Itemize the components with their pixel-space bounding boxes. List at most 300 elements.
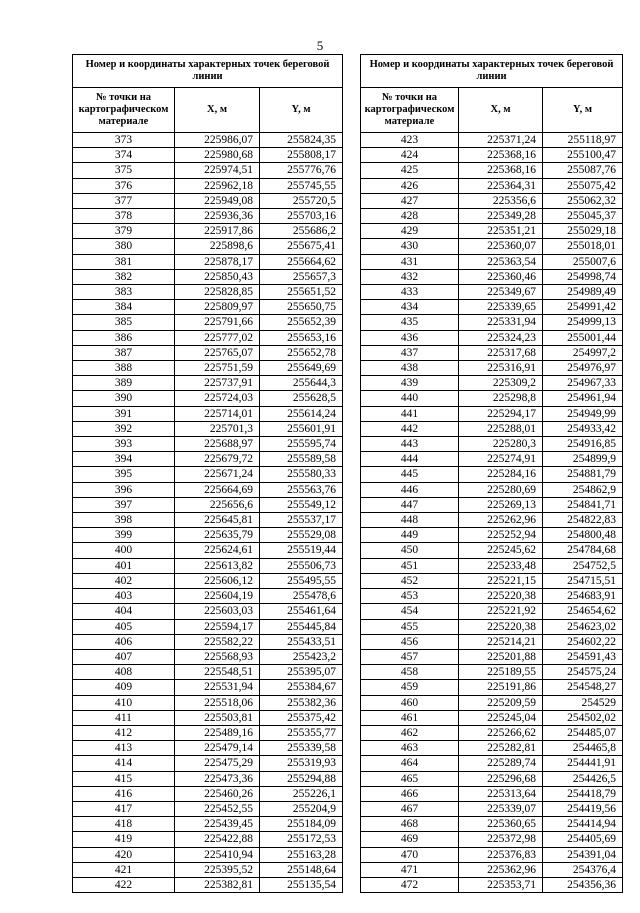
table-row bbox=[361, 178, 623, 193]
table-row bbox=[73, 573, 343, 588]
point-number-cell: 423 bbox=[361, 133, 459, 148]
y-coordinate-cell: 254485,07 bbox=[543, 725, 623, 740]
y-coordinate-cell: 254502,02 bbox=[543, 710, 623, 725]
x-coordinate-cell: 225364,31 bbox=[459, 178, 543, 193]
x-coordinate-cell: 225489,16 bbox=[175, 725, 260, 740]
x-coordinate-cell: 225791,66 bbox=[175, 315, 260, 330]
x-coordinate-cell: 225324,23 bbox=[459, 330, 543, 345]
y-coordinate-cell: 255495,55 bbox=[260, 573, 343, 588]
point-number-cell: 402 bbox=[73, 573, 175, 588]
y-coordinate-cell: 255650,75 bbox=[260, 300, 343, 315]
y-coordinate-cell: 254591,43 bbox=[543, 649, 623, 664]
table-row bbox=[361, 345, 623, 360]
point-number-cell: 406 bbox=[73, 634, 175, 649]
x-coordinate-cell: 225664,69 bbox=[175, 482, 260, 497]
table-row bbox=[361, 634, 623, 649]
point-number-cell: 382 bbox=[73, 269, 175, 284]
table-row bbox=[73, 406, 343, 421]
y-coordinate-cell: 254356,36 bbox=[543, 877, 623, 892]
x-coordinate-cell: 225604,19 bbox=[175, 589, 260, 604]
y-coordinate-cell: 254391,04 bbox=[543, 847, 623, 862]
y-coordinate-cell: 254822,83 bbox=[543, 513, 623, 528]
x-coordinate-cell: 225645,81 bbox=[175, 513, 260, 528]
point-number-cell: 460 bbox=[361, 695, 459, 710]
x-coordinate-cell: 225362,96 bbox=[459, 862, 543, 877]
point-number-cell: 421 bbox=[73, 862, 175, 877]
y-coordinate-cell: 255172,53 bbox=[260, 832, 343, 847]
point-number-cell: 430 bbox=[361, 239, 459, 254]
x-coordinate-cell: 225594,17 bbox=[175, 619, 260, 634]
x-coordinate-cell: 225280,69 bbox=[459, 482, 543, 497]
y-coordinate-cell: 254899,9 bbox=[543, 452, 623, 467]
table-row bbox=[73, 619, 343, 634]
x-coordinate-cell: 225282,81 bbox=[459, 741, 543, 756]
x-coordinate-cell: 225298,8 bbox=[459, 391, 543, 406]
y-coordinate-cell: 254881,79 bbox=[543, 467, 623, 482]
point-number-cell: 417 bbox=[73, 801, 175, 816]
y-coordinate-cell: 254575,24 bbox=[543, 665, 623, 680]
y-coordinate-cell: 255461,64 bbox=[260, 604, 343, 619]
x-coordinate-cell: 225986,07 bbox=[175, 133, 260, 148]
point-number-cell: 377 bbox=[73, 193, 175, 208]
table-row bbox=[73, 649, 343, 664]
y-coordinate-cell: 254967,33 bbox=[543, 376, 623, 391]
x-coordinate-cell: 225262,96 bbox=[459, 513, 543, 528]
y-coordinate-cell: 254999,13 bbox=[543, 315, 623, 330]
table-row bbox=[361, 254, 623, 269]
y-coordinate-cell: 254376,4 bbox=[543, 862, 623, 877]
y-coordinate-cell: 255745,55 bbox=[260, 178, 343, 193]
table-row bbox=[361, 589, 623, 604]
point-number-cell: 455 bbox=[361, 619, 459, 634]
point-number-cell: 390 bbox=[73, 391, 175, 406]
point-number-cell: 466 bbox=[361, 786, 459, 801]
y-coordinate-cell: 255294,88 bbox=[260, 771, 343, 786]
y-coordinate-cell: 254548,27 bbox=[543, 680, 623, 695]
x-coordinate-cell: 225360,46 bbox=[459, 269, 543, 284]
point-number-cell: 452 bbox=[361, 573, 459, 588]
table-row bbox=[361, 756, 623, 771]
table-row bbox=[361, 300, 623, 315]
column-header-y: Y, м bbox=[260, 88, 343, 133]
table-row bbox=[73, 847, 343, 862]
point-number-cell: 388 bbox=[73, 361, 175, 376]
x-coordinate-cell: 225356,6 bbox=[459, 193, 543, 208]
x-coordinate-cell: 225331,94 bbox=[459, 315, 543, 330]
table-row bbox=[73, 725, 343, 740]
point-number-cell: 383 bbox=[73, 285, 175, 300]
table-row bbox=[73, 877, 343, 892]
y-coordinate-cell: 255519,44 bbox=[260, 543, 343, 558]
table-row bbox=[361, 604, 623, 619]
x-coordinate-cell: 225714,01 bbox=[175, 406, 260, 421]
y-coordinate-cell: 255339,58 bbox=[260, 741, 343, 756]
y-coordinate-cell: 255720,5 bbox=[260, 193, 343, 208]
point-number-cell: 391 bbox=[73, 406, 175, 421]
x-coordinate-cell: 225214,21 bbox=[459, 634, 543, 649]
point-number-cell: 381 bbox=[73, 254, 175, 269]
point-number-cell: 431 bbox=[361, 254, 459, 269]
x-coordinate-cell: 225266,62 bbox=[459, 725, 543, 740]
point-number-cell: 443 bbox=[361, 437, 459, 452]
table-row bbox=[73, 528, 343, 543]
x-coordinate-cell: 225317,68 bbox=[459, 345, 543, 360]
point-number-cell: 428 bbox=[361, 209, 459, 224]
point-number-cell: 405 bbox=[73, 619, 175, 634]
point-number-cell: 461 bbox=[361, 710, 459, 725]
table-row bbox=[73, 376, 343, 391]
y-coordinate-cell: 255184,09 bbox=[260, 817, 343, 832]
x-coordinate-cell: 225422,88 bbox=[175, 832, 260, 847]
x-coordinate-cell: 225220,38 bbox=[459, 619, 543, 634]
y-coordinate-cell: 254949,99 bbox=[543, 406, 623, 421]
y-coordinate-cell: 255478,6 bbox=[260, 589, 343, 604]
y-coordinate-cell: 254465,8 bbox=[543, 741, 623, 756]
x-coordinate-cell: 225221,92 bbox=[459, 604, 543, 619]
point-number-cell: 469 bbox=[361, 832, 459, 847]
table-row bbox=[361, 680, 623, 695]
table-row bbox=[73, 437, 343, 452]
column-header-x: X, м bbox=[459, 88, 543, 133]
point-number-cell: 456 bbox=[361, 634, 459, 649]
x-coordinate-cell: 225221,15 bbox=[459, 573, 543, 588]
point-number-cell: 437 bbox=[361, 345, 459, 360]
point-number-cell: 457 bbox=[361, 649, 459, 664]
x-coordinate-cell: 225269,13 bbox=[459, 497, 543, 512]
x-coordinate-cell: 225245,04 bbox=[459, 710, 543, 725]
x-coordinate-cell: 225688,97 bbox=[175, 437, 260, 452]
table-row bbox=[361, 209, 623, 224]
y-coordinate-cell: 255087,76 bbox=[543, 163, 623, 178]
x-coordinate-cell: 225503,81 bbox=[175, 710, 260, 725]
point-number-cell: 422 bbox=[73, 877, 175, 892]
x-coordinate-cell: 225339,07 bbox=[459, 801, 543, 816]
y-coordinate-cell: 254800,48 bbox=[543, 528, 623, 543]
x-coordinate-cell: 225671,24 bbox=[175, 467, 260, 482]
y-coordinate-cell: 255382,36 bbox=[260, 695, 343, 710]
x-coordinate-cell: 225368,16 bbox=[459, 163, 543, 178]
x-coordinate-cell: 225460,26 bbox=[175, 786, 260, 801]
y-coordinate-cell: 254405,69 bbox=[543, 832, 623, 847]
table-row bbox=[73, 178, 343, 193]
y-coordinate-cell: 254654,62 bbox=[543, 604, 623, 619]
y-coordinate-cell: 255675,41 bbox=[260, 239, 343, 254]
table-row bbox=[361, 269, 623, 284]
x-coordinate-cell: 225737,91 bbox=[175, 376, 260, 391]
point-number-cell: 386 bbox=[73, 330, 175, 345]
y-coordinate-cell: 255652,39 bbox=[260, 315, 343, 330]
point-number-cell: 389 bbox=[73, 376, 175, 391]
table-row bbox=[361, 193, 623, 208]
table-row bbox=[361, 801, 623, 816]
table-row bbox=[73, 452, 343, 467]
table-row bbox=[73, 300, 343, 315]
y-coordinate-cell: 255644,3 bbox=[260, 376, 343, 391]
table-row bbox=[361, 315, 623, 330]
table-row bbox=[361, 467, 623, 482]
table-row bbox=[73, 513, 343, 528]
x-coordinate-cell: 225191,86 bbox=[459, 680, 543, 695]
x-coordinate-cell: 225475,29 bbox=[175, 756, 260, 771]
point-number-cell: 444 bbox=[361, 452, 459, 467]
point-number-cell: 412 bbox=[73, 725, 175, 740]
point-number-cell: 403 bbox=[73, 589, 175, 604]
y-coordinate-cell: 255118,97 bbox=[543, 133, 623, 148]
point-number-cell: 404 bbox=[73, 604, 175, 619]
x-coordinate-cell: 225189,55 bbox=[459, 665, 543, 680]
point-number-cell: 394 bbox=[73, 452, 175, 467]
y-coordinate-cell: 255007,6 bbox=[543, 254, 623, 269]
x-coordinate-cell: 225518,06 bbox=[175, 695, 260, 710]
y-coordinate-cell: 254752,5 bbox=[543, 558, 623, 573]
y-coordinate-cell: 255628,5 bbox=[260, 391, 343, 406]
table-row bbox=[361, 528, 623, 543]
x-coordinate-cell: 225349,67 bbox=[459, 285, 543, 300]
point-number-cell: 447 bbox=[361, 497, 459, 512]
point-number-cell: 376 bbox=[73, 178, 175, 193]
x-coordinate-cell: 225349,28 bbox=[459, 209, 543, 224]
point-number-cell: 418 bbox=[73, 817, 175, 832]
x-coordinate-cell: 225382,81 bbox=[175, 877, 260, 892]
table-row bbox=[361, 786, 623, 801]
x-coordinate-cell: 225360,07 bbox=[459, 239, 543, 254]
y-coordinate-cell: 254419,56 bbox=[543, 801, 623, 816]
column-header-x: X, м bbox=[175, 88, 260, 133]
table-row bbox=[73, 604, 343, 619]
point-number-cell: 435 bbox=[361, 315, 459, 330]
point-number-cell: 426 bbox=[361, 178, 459, 193]
y-coordinate-cell: 255375,42 bbox=[260, 710, 343, 725]
x-coordinate-cell: 225878,17 bbox=[175, 254, 260, 269]
y-coordinate-cell: 254683,91 bbox=[543, 589, 623, 604]
point-number-cell: 472 bbox=[361, 877, 459, 892]
point-number-cell: 467 bbox=[361, 801, 459, 816]
table-row bbox=[361, 391, 623, 406]
y-coordinate-cell: 255537,17 bbox=[260, 513, 343, 528]
y-coordinate-cell: 255529,08 bbox=[260, 528, 343, 543]
table-row bbox=[361, 148, 623, 163]
y-coordinate-cell: 255601,91 bbox=[260, 421, 343, 436]
y-coordinate-cell: 255395,07 bbox=[260, 665, 343, 680]
point-number-cell: 373 bbox=[73, 133, 175, 148]
y-coordinate-cell: 255423,2 bbox=[260, 649, 343, 664]
y-coordinate-cell: 254933,42 bbox=[543, 421, 623, 436]
y-coordinate-cell: 255589,58 bbox=[260, 452, 343, 467]
x-coordinate-cell: 225751,59 bbox=[175, 361, 260, 376]
table-row bbox=[361, 817, 623, 832]
table-row bbox=[361, 619, 623, 634]
table-row bbox=[73, 148, 343, 163]
x-coordinate-cell: 225603,03 bbox=[175, 604, 260, 619]
y-coordinate-cell: 255703,16 bbox=[260, 209, 343, 224]
table-row bbox=[73, 391, 343, 406]
point-number-cell: 432 bbox=[361, 269, 459, 284]
point-number-cell: 442 bbox=[361, 421, 459, 436]
point-number-cell: 465 bbox=[361, 771, 459, 786]
x-coordinate-cell: 225288,01 bbox=[459, 421, 543, 436]
table-row bbox=[73, 680, 343, 695]
y-coordinate-cell: 254989,49 bbox=[543, 285, 623, 300]
x-coordinate-cell: 225372,98 bbox=[459, 832, 543, 847]
table-row bbox=[73, 421, 343, 436]
x-coordinate-cell: 225360,65 bbox=[459, 817, 543, 832]
point-number-cell: 464 bbox=[361, 756, 459, 771]
table-row bbox=[73, 315, 343, 330]
x-coordinate-cell: 225252,94 bbox=[459, 528, 543, 543]
y-coordinate-cell: 255384,67 bbox=[260, 680, 343, 695]
table-row bbox=[73, 467, 343, 482]
table-row bbox=[73, 209, 343, 224]
point-number-cell: 415 bbox=[73, 771, 175, 786]
x-coordinate-cell: 225473,36 bbox=[175, 771, 260, 786]
point-number-cell: 439 bbox=[361, 376, 459, 391]
table-row bbox=[73, 634, 343, 649]
point-number-cell: 425 bbox=[361, 163, 459, 178]
point-number-cell: 440 bbox=[361, 391, 459, 406]
table-row bbox=[73, 163, 343, 178]
table-row bbox=[73, 224, 343, 239]
y-coordinate-cell: 255776,76 bbox=[260, 163, 343, 178]
point-number-cell: 407 bbox=[73, 649, 175, 664]
table-row bbox=[73, 589, 343, 604]
table-row bbox=[361, 877, 623, 892]
x-coordinate-cell: 225479,14 bbox=[175, 741, 260, 756]
x-coordinate-cell: 225613,82 bbox=[175, 558, 260, 573]
point-number-cell: 408 bbox=[73, 665, 175, 680]
table-row bbox=[73, 756, 343, 771]
x-coordinate-cell: 225316,91 bbox=[459, 361, 543, 376]
point-number-cell: 462 bbox=[361, 725, 459, 740]
y-coordinate-cell: 255135,54 bbox=[260, 877, 343, 892]
table-row bbox=[361, 239, 623, 254]
x-coordinate-cell: 225351,21 bbox=[459, 224, 543, 239]
x-coordinate-cell: 225363,54 bbox=[459, 254, 543, 269]
column-header-y: Y, м bbox=[543, 88, 623, 133]
y-coordinate-cell: 255614,24 bbox=[260, 406, 343, 421]
table-row bbox=[73, 543, 343, 558]
y-coordinate-cell: 254961,94 bbox=[543, 391, 623, 406]
x-coordinate-cell: 225980,68 bbox=[175, 148, 260, 163]
point-number-cell: 385 bbox=[73, 315, 175, 330]
table-row bbox=[73, 133, 343, 148]
point-number-cell: 374 bbox=[73, 148, 175, 163]
table-row bbox=[361, 285, 623, 300]
point-number-cell: 410 bbox=[73, 695, 175, 710]
point-number-cell: 419 bbox=[73, 832, 175, 847]
point-number-cell: 411 bbox=[73, 710, 175, 725]
column-header-point: № точки на картографическом материале bbox=[361, 88, 459, 133]
table-row bbox=[361, 862, 623, 877]
y-coordinate-cell: 254441,91 bbox=[543, 756, 623, 771]
y-coordinate-cell: 254715,51 bbox=[543, 573, 623, 588]
point-number-cell: 429 bbox=[361, 224, 459, 239]
x-coordinate-cell: 225949,08 bbox=[175, 193, 260, 208]
point-number-cell: 396 bbox=[73, 482, 175, 497]
table-row bbox=[73, 239, 343, 254]
y-coordinate-cell: 255653,16 bbox=[260, 330, 343, 345]
y-coordinate-cell: 255657,3 bbox=[260, 269, 343, 284]
point-number-cell: 380 bbox=[73, 239, 175, 254]
x-coordinate-cell: 225309,2 bbox=[459, 376, 543, 391]
point-number-cell: 445 bbox=[361, 467, 459, 482]
table-row bbox=[73, 254, 343, 269]
x-coordinate-cell: 225917,86 bbox=[175, 224, 260, 239]
page-number: 5 bbox=[316, 38, 324, 53]
x-coordinate-cell: 225962,18 bbox=[175, 178, 260, 193]
x-coordinate-cell: 225339,65 bbox=[459, 300, 543, 315]
table-row bbox=[361, 725, 623, 740]
x-coordinate-cell: 225936,36 bbox=[175, 209, 260, 224]
point-number-cell: 414 bbox=[73, 756, 175, 771]
x-coordinate-cell: 225765,07 bbox=[175, 345, 260, 360]
table-row bbox=[361, 421, 623, 436]
point-number-cell: 459 bbox=[361, 680, 459, 695]
x-coordinate-cell: 225439,45 bbox=[175, 817, 260, 832]
point-number-cell: 375 bbox=[73, 163, 175, 178]
point-number-cell: 424 bbox=[361, 148, 459, 163]
table-row bbox=[73, 665, 343, 680]
y-coordinate-cell: 254784,68 bbox=[543, 543, 623, 558]
x-coordinate-cell: 225371,24 bbox=[459, 133, 543, 148]
y-coordinate-cell: 254841,71 bbox=[543, 497, 623, 512]
x-coordinate-cell: 225220,38 bbox=[459, 589, 543, 604]
point-number-cell: 470 bbox=[361, 847, 459, 862]
y-coordinate-cell: 255319,93 bbox=[260, 756, 343, 771]
table-row bbox=[73, 801, 343, 816]
point-number-cell: 471 bbox=[361, 862, 459, 877]
x-coordinate-cell: 225410,94 bbox=[175, 847, 260, 862]
table-row bbox=[361, 558, 623, 573]
x-coordinate-cell: 225376,83 bbox=[459, 847, 543, 862]
x-coordinate-cell: 225809,97 bbox=[175, 300, 260, 315]
table-row bbox=[361, 376, 623, 391]
y-coordinate-cell: 255100,47 bbox=[543, 148, 623, 163]
x-coordinate-cell: 225724,03 bbox=[175, 391, 260, 406]
point-number-cell: 420 bbox=[73, 847, 175, 862]
table-row bbox=[361, 832, 623, 847]
point-number-cell: 451 bbox=[361, 558, 459, 573]
table-row bbox=[73, 482, 343, 497]
point-number-cell: 449 bbox=[361, 528, 459, 543]
x-coordinate-cell: 225452,55 bbox=[175, 801, 260, 816]
y-coordinate-cell: 255433,51 bbox=[260, 634, 343, 649]
x-coordinate-cell: 225531,94 bbox=[175, 680, 260, 695]
y-coordinate-cell: 255075,42 bbox=[543, 178, 623, 193]
y-coordinate-cell: 255549,12 bbox=[260, 497, 343, 512]
y-coordinate-cell: 255563,76 bbox=[260, 482, 343, 497]
column-header-point: № точки на картографическом материале bbox=[73, 88, 175, 133]
point-number-cell: 450 bbox=[361, 543, 459, 558]
table-row bbox=[73, 330, 343, 345]
y-coordinate-cell: 255226,1 bbox=[260, 786, 343, 801]
x-coordinate-cell: 225582,22 bbox=[175, 634, 260, 649]
y-coordinate-cell: 255595,74 bbox=[260, 437, 343, 452]
table-row bbox=[73, 786, 343, 801]
y-coordinate-cell: 255445,84 bbox=[260, 619, 343, 634]
x-coordinate-cell: 225635,79 bbox=[175, 528, 260, 543]
table-row bbox=[361, 543, 623, 558]
y-coordinate-cell: 254997,2 bbox=[543, 345, 623, 360]
y-coordinate-cell: 254862,9 bbox=[543, 482, 623, 497]
x-coordinate-cell: 225828,85 bbox=[175, 285, 260, 300]
y-coordinate-cell: 255649,69 bbox=[260, 361, 343, 376]
x-coordinate-cell: 225353,71 bbox=[459, 877, 543, 892]
y-coordinate-cell: 255018,01 bbox=[543, 239, 623, 254]
y-coordinate-cell: 254991,42 bbox=[543, 300, 623, 315]
x-coordinate-cell: 225606,12 bbox=[175, 573, 260, 588]
x-coordinate-cell: 225395,52 bbox=[175, 862, 260, 877]
y-coordinate-cell: 255824,35 bbox=[260, 133, 343, 148]
